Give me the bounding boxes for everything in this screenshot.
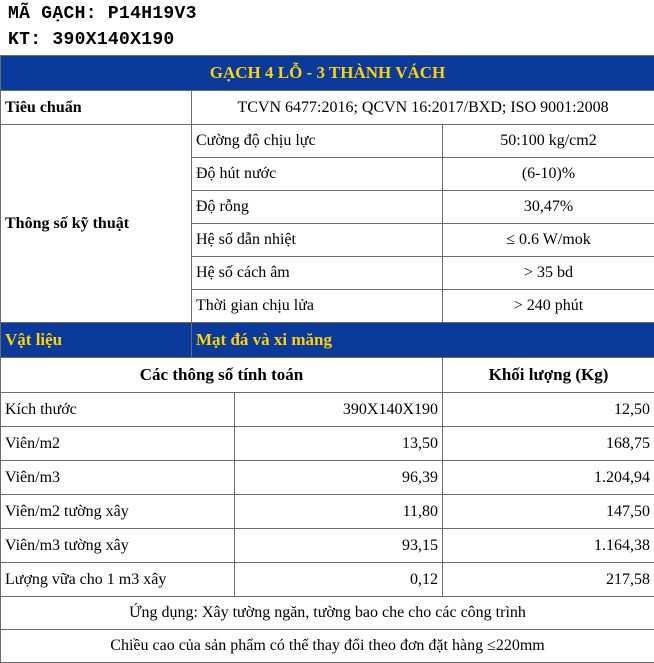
table-row — [1, 495, 654, 529]
spec-name: Thời gian chịu lửa — [192, 290, 443, 323]
calc-name: Viên/m2 — [1, 427, 235, 461]
calc-qty: 0,12 — [235, 563, 443, 597]
material-value: Mạt đá và xi măng — [192, 323, 654, 358]
standard-label: Tiêu chuẩn — [1, 91, 192, 125]
table-row — [1, 393, 654, 427]
spec-name: Cường độ chịu lực — [192, 125, 443, 158]
calc-name: Viên/m2 tường xây — [1, 495, 235, 529]
calc-name: Viên/m3 tường xây — [1, 529, 235, 563]
calc-weight: 147,50 — [443, 495, 654, 529]
calc-header-weight: Khối lượng (Kg) — [443, 358, 654, 393]
table-row — [1, 563, 654, 597]
spec-value: (6-10)% — [443, 158, 654, 191]
table-row — [1, 461, 654, 495]
brick-size: KT: 390X140X190 — [8, 30, 175, 50]
calc-name: Kích thước — [1, 393, 235, 427]
material-label: Vật liệu — [1, 323, 192, 358]
specs-label: Thông số kỹ thuật — [1, 125, 192, 323]
calc-qty: 390X140X190 — [235, 393, 443, 427]
spec-value: 50:100 kg/cm2 — [443, 125, 654, 158]
spec-value: 30,47% — [443, 191, 654, 224]
spec-name: Độ rỗng — [192, 191, 443, 224]
calc-name: Lượng vữa cho 1 m3 xây — [1, 563, 235, 597]
table-row — [1, 427, 654, 461]
application-note: Ứng dụng: Xây tường ngăn, tường bao che cho các công trình — [1, 597, 654, 630]
spec-value: ≤ 0.6 W/mok — [443, 224, 654, 257]
spec-value: > 240 phút — [443, 290, 654, 323]
spec-value: > 35 bd — [443, 257, 654, 290]
calc-weight: 168,75 — [443, 427, 654, 461]
calc-qty: 11,80 — [235, 495, 443, 529]
spec-name: Hệ số dẫn nhiệt — [192, 224, 443, 257]
spec-row — [1, 125, 654, 158]
calc-name: Viên/m3 — [1, 461, 235, 495]
calc-qty: 93,15 — [235, 529, 443, 563]
calc-header-params: Các thông số tính toán — [1, 358, 443, 393]
calc-weight: 1.164,38 — [443, 529, 654, 563]
calc-qty: 13,50 — [235, 427, 443, 461]
calc-weight: 12,50 — [443, 393, 654, 427]
calc-qty: 96,39 — [235, 461, 443, 495]
calc-weight: 217,58 — [443, 563, 654, 597]
table-title: GẠCH 4 LỖ - 3 THÀNH VÁCH — [1, 56, 654, 91]
standard-value: TCVN 6477:2016; QCVN 16:2017/BXD; ISO 9001:2008 — [192, 91, 654, 125]
spec-name: Độ hút nước — [192, 158, 443, 191]
spec-name: Hệ số cách âm — [192, 257, 443, 290]
table-row — [1, 529, 654, 563]
calc-weight: 1.204,94 — [443, 461, 654, 495]
brick-code: MÃ GẠCH: P14H19V3 — [8, 4, 197, 24]
height-note: Chiều cao của sản phẩm có thể thay đổi theo đơn đặt hàng ≤220mm — [1, 630, 654, 663]
spec-table — [0, 55, 654, 663]
